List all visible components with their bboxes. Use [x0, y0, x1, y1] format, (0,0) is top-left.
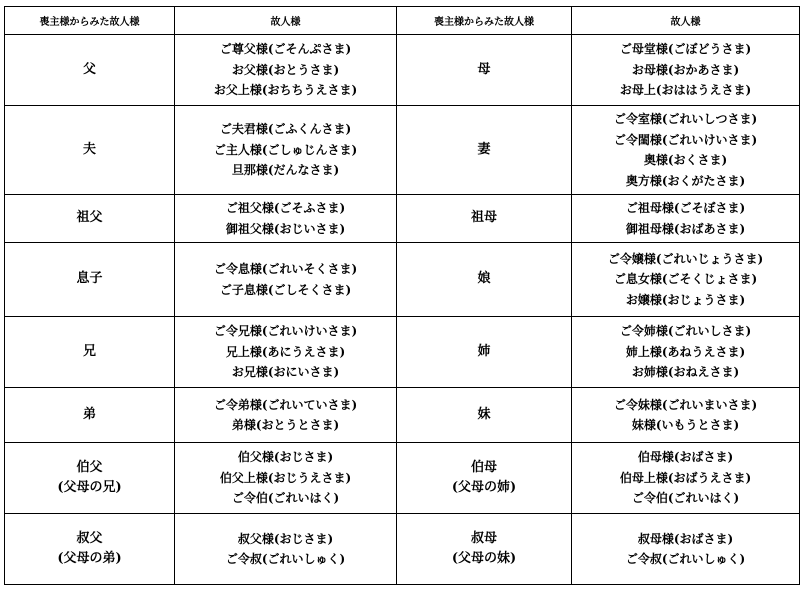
honorific-term: ご令嬢様(ごれいじょうさま) — [607, 251, 764, 266]
relation-cell-left — [5, 514, 175, 585]
relation-label: 母 — [477, 61, 491, 77]
relation-label: (父母の兄) — [57, 480, 122, 495]
relation-label: 姉 — [477, 343, 491, 359]
honorific-term: お父上様(おちちうえさま) — [213, 83, 358, 98]
terms-cell-right — [572, 514, 800, 585]
relation-cell-left — [5, 35, 175, 106]
honorific-term: ご祖父様(ごそふさま) — [225, 201, 346, 215]
relation-label: 息子 — [76, 271, 103, 287]
relation-label: 夫 — [82, 141, 96, 157]
honorific-term: お姉様(おねえさま) — [631, 365, 740, 380]
relation-label: 伯父 — [76, 459, 103, 475]
relation-cell-right — [397, 243, 572, 317]
relation-cell-right — [397, 514, 572, 585]
table-row — [5, 388, 800, 443]
honorific-term: ご令叔(ごれいしゅく) — [225, 552, 346, 566]
relation-cell-left — [5, 195, 175, 243]
table-row — [5, 243, 800, 317]
relation-cell-right — [397, 106, 572, 195]
relation-label: 伯母 — [470, 459, 497, 475]
honorific-term: ご令息様(ごれいそくさま) — [213, 262, 358, 276]
honorific-term: ご令伯(ごれいはく) — [231, 491, 340, 506]
honorific-term: 兄上様(あにうえさま) — [225, 344, 346, 359]
honorific-term: 妹様(いもうとさま) — [631, 418, 740, 432]
honorific-term: お母様(おかあさま) — [631, 62, 740, 77]
table-row — [5, 514, 800, 585]
honorific-term: 奥方様(おくがたさま) — [625, 173, 746, 188]
terms-cell-right — [572, 443, 800, 514]
honorific-term: お母上(おははうえさま) — [619, 83, 752, 98]
honorific-term: 姉上様(あねうえさま) — [625, 344, 746, 359]
relation-label: (父母の弟) — [57, 551, 122, 566]
honorific-term: ご主人様(ごしゅじんさま) — [213, 142, 358, 157]
relation-label: 祖母 — [470, 210, 497, 226]
relation-cell-left — [5, 443, 175, 514]
relation-label: 父 — [82, 61, 96, 77]
relation-label: 弟 — [82, 406, 96, 422]
relation-cell-left — [5, 317, 175, 388]
honorific-term: 御祖父様(おじいさま) — [225, 221, 346, 236]
terms-cell-left — [175, 388, 397, 443]
header-relation-left: 喪主様からみた故人様 — [5, 7, 175, 35]
terms-cell-right — [572, 35, 800, 106]
table-body — [5, 35, 800, 585]
terms-cell-right — [572, 106, 800, 195]
honorific-term: ご令妹様(ごれいまいさま) — [613, 397, 758, 412]
honorific-term: 叔父様(おじさま) — [237, 531, 334, 546]
table-row — [5, 106, 800, 195]
relation-label: 兄 — [82, 343, 96, 359]
relation-label: 妹 — [477, 406, 491, 422]
relation-label: (父母の姉) — [451, 480, 517, 495]
terms-cell-left — [175, 317, 397, 388]
honorific-term: ご母堂様(ごぼどうさま) — [619, 42, 752, 57]
honorific-term: 御祖母様(おばあさま) — [625, 221, 746, 236]
header-term-left: 故人様 — [175, 7, 397, 35]
terms-cell-right — [572, 243, 800, 317]
terms-cell-right — [572, 317, 800, 388]
honorific-term: ご令閨様(ごれいけいさま) — [613, 132, 758, 147]
honorific-term: ご令姉様(ごれいしさま) — [619, 324, 752, 339]
header-relation-right: 喪主様からみた故人様 — [397, 7, 572, 35]
terms-cell-right — [572, 195, 800, 243]
relation-label: 祖父 — [76, 210, 103, 226]
honorific-term: ご夫君様(ごふくんさま) — [219, 122, 352, 137]
honorific-term: 叔母様(おばさま) — [637, 531, 734, 546]
relation-label: (父母の妹) — [451, 551, 517, 566]
relation-cell-left — [5, 106, 175, 195]
terms-cell-left — [175, 35, 397, 106]
relation-cell-right — [397, 388, 572, 443]
terms-cell-left — [175, 243, 397, 317]
relation-cell-left — [5, 388, 175, 443]
relation-cell-left — [5, 243, 175, 317]
honorific-term: ご尊父様(ごそんぷさま) — [219, 42, 352, 57]
relation-label: 叔父 — [76, 530, 103, 546]
honorific-term: お兄様(おにいさま) — [231, 365, 340, 380]
relation-cell-right — [397, 35, 572, 106]
relation-cell-right — [397, 195, 572, 243]
honorific-term: 弟様(おとうとさま) — [231, 418, 340, 432]
honorific-term: 伯父様(おじさま) — [237, 450, 334, 465]
honorific-term: ご祖母様(ごそぼさま) — [625, 201, 746, 215]
terms-cell-right — [572, 388, 800, 443]
terms-cell-left — [175, 195, 397, 243]
table-row — [5, 35, 800, 106]
header-row — [5, 7, 800, 35]
honorific-term: 伯父上様(おじうえさま) — [219, 470, 352, 485]
honorific-term: 伯母様(おばさま) — [637, 450, 734, 465]
honorific-term: 伯母上様(おばうえさま) — [619, 470, 752, 485]
terms-cell-left — [175, 106, 397, 195]
relation-label: 叔母 — [470, 530, 497, 546]
honorific-term: ご息女様(ごそくじょさま) — [613, 272, 758, 287]
terms-cell-left — [175, 443, 397, 514]
honorific-table — [4, 6, 800, 585]
table-row — [5, 443, 800, 514]
honorific-term: 奥様(おくさま) — [643, 153, 728, 167]
honorific-term: ご令兄様(ごれいけいさま) — [213, 324, 358, 339]
honorific-term: 旦那様(だんなさま) — [231, 163, 340, 178]
terms-cell-left — [175, 514, 397, 585]
honorific-term: お父様(おとうさま) — [231, 62, 340, 77]
honorific-term: ご令弟様(ごれいていさま) — [213, 397, 358, 412]
header-term-right: 故人様 — [572, 7, 800, 35]
honorific-term: お嬢様(おじょうさま) — [625, 292, 746, 307]
relation-cell-right — [397, 443, 572, 514]
relation-label: 妻 — [477, 141, 491, 157]
table-row — [5, 195, 800, 243]
honorific-term: ご子息様(ごしそくさま) — [219, 282, 352, 297]
table-row — [5, 317, 800, 388]
relation-cell-right — [397, 317, 572, 388]
honorific-term: ご令室様(ごれいしつさま) — [613, 112, 758, 126]
honorific-term: ご令伯(ごれいはく) — [631, 491, 740, 506]
honorific-term: ご令叔(ごれいしゅく) — [625, 552, 746, 566]
relation-label: 娘 — [477, 271, 491, 287]
